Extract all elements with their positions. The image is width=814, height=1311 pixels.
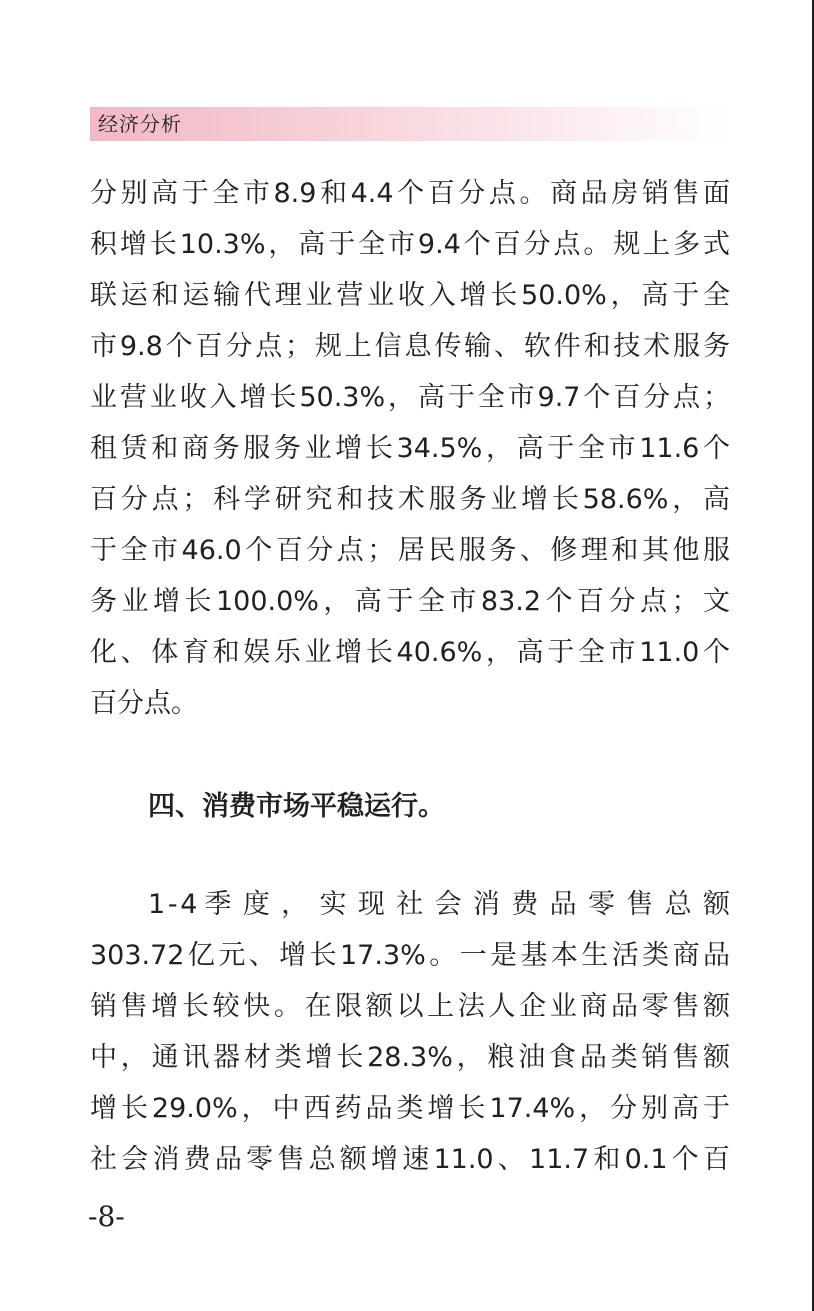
text-line: 联运和运输代理业营业收入增长50.0%，高于全: [90, 280, 730, 311]
text-line: 业营业收入增长50.3%，高于全市9.7个百分点；: [90, 382, 730, 413]
text-line: 303.72亿元、增长17.3%。一是基本生活类商品: [90, 940, 730, 971]
text-line: 社会消费品零售总额增速11.0、11.7和0.1个百: [90, 1144, 730, 1175]
text-line-first-content: 1 - 4 季 度 ， 实 现 社 会 消 费 品 零 售 总 额: [148, 889, 730, 920]
paragraph-consumer-market: [90, 879, 730, 1185]
section-heading-consumer-market: 四、消费市场平稳运行。: [148, 791, 445, 822]
text-line: 销售增长较快。在限额以上法人企业商品零售额: [90, 991, 730, 1022]
text-line: 积增长10.3%，高于全市9.4个百分点。规上多式: [90, 229, 730, 260]
text-line: 百分点。: [90, 688, 198, 719]
section-header-label: 经济分析: [98, 112, 182, 136]
text-line: 分别高于全市8.9和4.4个百分点。商品房销售面: [90, 178, 730, 209]
text-line: 市9.8个百分点；规上信息传输、软件和技术服务: [90, 331, 730, 362]
paragraph-service-industry: [90, 168, 730, 729]
text-line: 化、体育和娱乐业增长40.6%，高于全市11.0个: [90, 637, 730, 668]
text-line: 百分点；科学研究和技术服务业增长58.6%，高: [90, 484, 730, 515]
section-header-bar: [90, 107, 730, 141]
text-line-first: [90, 879, 730, 930]
text-line: 务业增长100.0%，高于全市83.2个百分点；文: [90, 586, 730, 617]
page-number: -8-: [88, 1200, 125, 1233]
text-line: 中，通讯器材类增长28.3%，粮油食品类销售额: [90, 1042, 730, 1073]
text-line: 增长29.0%，中西药品类增长17.4%，分别高于: [90, 1093, 730, 1124]
text-line: 租赁和商务服务业增长34.5%，高于全市11.6个: [90, 433, 730, 464]
text-line: 于全市46.0个百分点；居民服务、修理和其他服: [90, 535, 730, 566]
